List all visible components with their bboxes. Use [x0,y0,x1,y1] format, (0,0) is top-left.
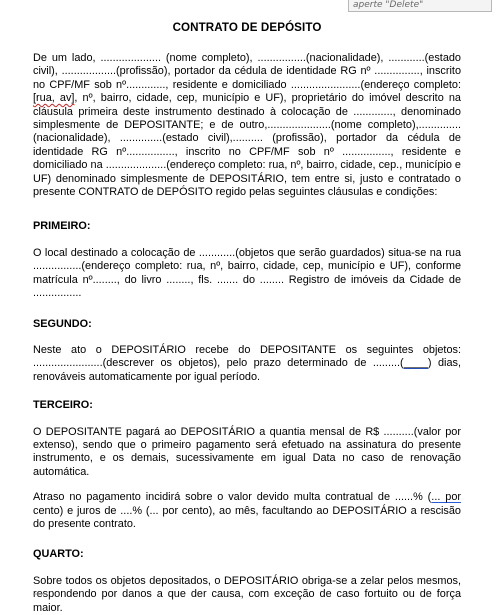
terceiro-text-part-1: Atraso no pagamento incidirá sobre o valor devido multa contratual de ......% ( [33,491,432,504]
clause-text-terceiro-1: O DEPOSITANTE pagará ao DEPOSITÁRIO a quantia mensal de R$ ..........(valor por extenso), sendo que o primeiro pagamento será efetuado na assinatura do presente instrumento, e os demais, sucessivamente em igual Data no caso de renovação automática. [33,425,461,478]
clause-text-terceiro-2 [33,491,461,531]
clause-heading-segundo: SEGUNDO: [33,317,92,330]
document-title: CONTRATO DE DEPÓSITO [172,21,322,34]
contract-document [33,0,461,615]
terceiro-text-part-2: cento) e juros de ....% (... por cento), ao mês, facultando ao DEPOSITÁRIO a rescisão do presente contrato. [33,504,461,530]
intro-text-part-2: , nº, bairro, cidade, cep, município e UF), proprietário do imóvel descrito na cláusula primeira deste instrumento destinado à colocação de ............., denominado simplesmente de DEPOSITANTE; e de outro,.....................(nome completo),..............(nacionalidade), ..............(estado civil),.......... (profissão), portador da cédula de identidade RG nº................, inscrito no CPF/MF sob nº ................, residente e domiciliado na ....................(endereço completo: rua, nº, bairro, cidade, cep., município e UF) denominado simplesmente de DEPOSITÁRIO, tem entre si, justo e contratado o presente CONTRATO de DEPÓSITO regido pelas seguintes cláusulas e condições: [33,92,461,199]
delete-hint-tooltip: aperte "Delete" [348,0,492,12]
clause-text-quarto: Sobre todos os objetos depositados, o DEPOSITÁRIO obriga-se a zelar pelos mesmos, respondendo por danos a que der causa, com exceção de caso fortuito ou de força maior. [33,574,461,614]
segundo-text-part-1: Neste ato o DEPOSITÁRIO recebe do DEPOSITANTE os seguintes objetos: .......................(descrever os objetos), pelo prazo determinado de .........( [33,343,461,370]
intro-paragraph [33,52,461,199]
intro-text-part-1: De um lado, .................... (nome completo), ................(nacionalidade), ............(estado civil), ..................(profissão), portador da cédula de identidade RG nº ..............., inscrito no CPF/MF sob nº............., residente e domiciliado .......................(endereço completo: [33,52,461,91]
spellcheck-flagged-text[interactable]: [rua, av] [33,92,75,105]
segundo-text-part-2: ) dias, renováveis automaticamente por igual período. [33,357,461,383]
clause-heading-terceiro: TERCEIRO: [33,399,93,412]
clause-heading-quarto: QUARTO: [33,548,84,561]
clause-text-primeiro: O local destinado a colocação de ............(objetos que serão guardados) situa-se na rua ................(endereço completo: rua, nº, bairro, cidade, cep, município e UF), conforme matrícula nº........, do livro ........, fls. ....... do ........ Registro de imóveis da Cidade de ................ [33,246,461,300]
clause-heading-primeiro: PRIMEIRO: [33,220,91,233]
clause-text-segundo [33,344,461,384]
grammar-flagged-blank[interactable]: ____ [403,357,428,370]
grammar-flagged-text[interactable]: ... por [431,491,462,504]
next-page-edge [33,593,47,600]
